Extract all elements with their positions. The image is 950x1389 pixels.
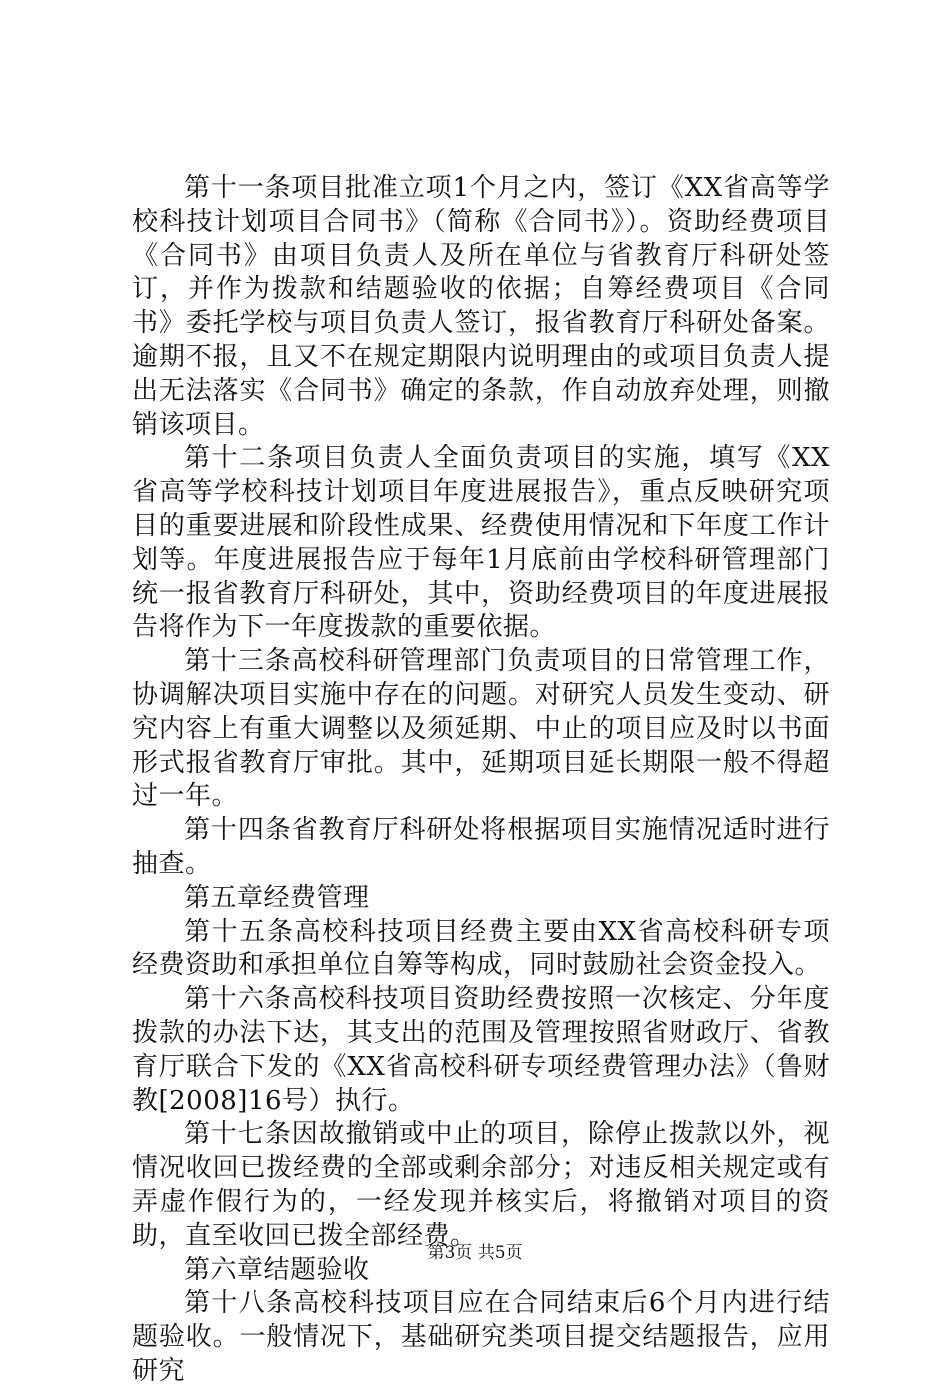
paragraph-article-15: 第十五条高校科技项目经费主要由XX省高校科研专项经费资助和承担单位自筹等构成，同时鼓励社会资金投入。 <box>132 916 830 981</box>
paragraph-article-16: 第十六条高校科技项目资助经费按照一次核定、分年度拨款的办法下达，其支出的范围及管理按照省财政厅、省教育厅联合下发的《XX省高校科研专项经费管理办法》（鲁财教[2008]16号）执行。 <box>132 984 830 1116</box>
paragraph-article-11: 第十一条项目批准立项1个月之内，签订《XX省高等学校科技计划项目合同书》（简称《合同书》）。资助经费项目《合同书》由项目负责人及所在单位与省教育厅科研处签订，并作为拨款和结题验收的依据；自筹经费项目《合同书》委托学校与项目负责人签订，报省教育厅科研处备案。逾期不报，且又不在规定期限内说明理由的或项目负责人提出无法落实《合同书》确定的条款，作自动放弃处理，则撤销该项目。 <box>132 173 830 440</box>
paragraph-article-18: 第十八条高校科技项目应在合同结束后6个月内进行结题验收。一般情况下，基础研究类项目提交结题报告，应用研究 <box>132 1288 830 1386</box>
chapter-heading-6: 第六章结题验收 <box>184 1254 370 1285</box>
paragraph-article-12: 第十二条项目负责人全面负责项目的实施，填写《XX省高等学校科技计划项目年度进展报告》，重点反映研究项目的重要进展和阶段性成果、经费使用情况和下年度工作计划等。年度进展报告应于每年1月底前由学校科研管理部门统一报省教育厅科研处，其中，资助经费项目的年度进展报告将作为下一年度拨款的重要依据。 <box>132 443 830 643</box>
page-number-footer: 第3页 共5页 <box>427 1243 523 1263</box>
paragraph-article-13: 第十三条高校科研管理部门负责项目的日常管理工作，协调解决项目实施中存在的问题。对研究人员发生变动、研究内容上有重大调整以及须延期、中止的项目应及时以书面形式报省教育厅审批。其中，延期项目延长期限一般不得超过一年。 <box>132 646 830 812</box>
paragraph-article-14: 第十四条省教育厅科研处将根据项目实施情况适时进行抽查。 <box>132 815 830 879</box>
paragraph-article-17: 第十七条因故撤销或中止的项目，除停止拨款以外，视情况收回已拨经费的全部或剩余部分；对违反相关规定或有弄虚作假行为的，一经发现并核实后，将撤销对项目的资助，直至收回已拨全部经费。 <box>132 1119 830 1251</box>
chapter-heading-5: 第五章经费管理 <box>184 882 370 913</box>
document-body <box>132 172 830 1389</box>
